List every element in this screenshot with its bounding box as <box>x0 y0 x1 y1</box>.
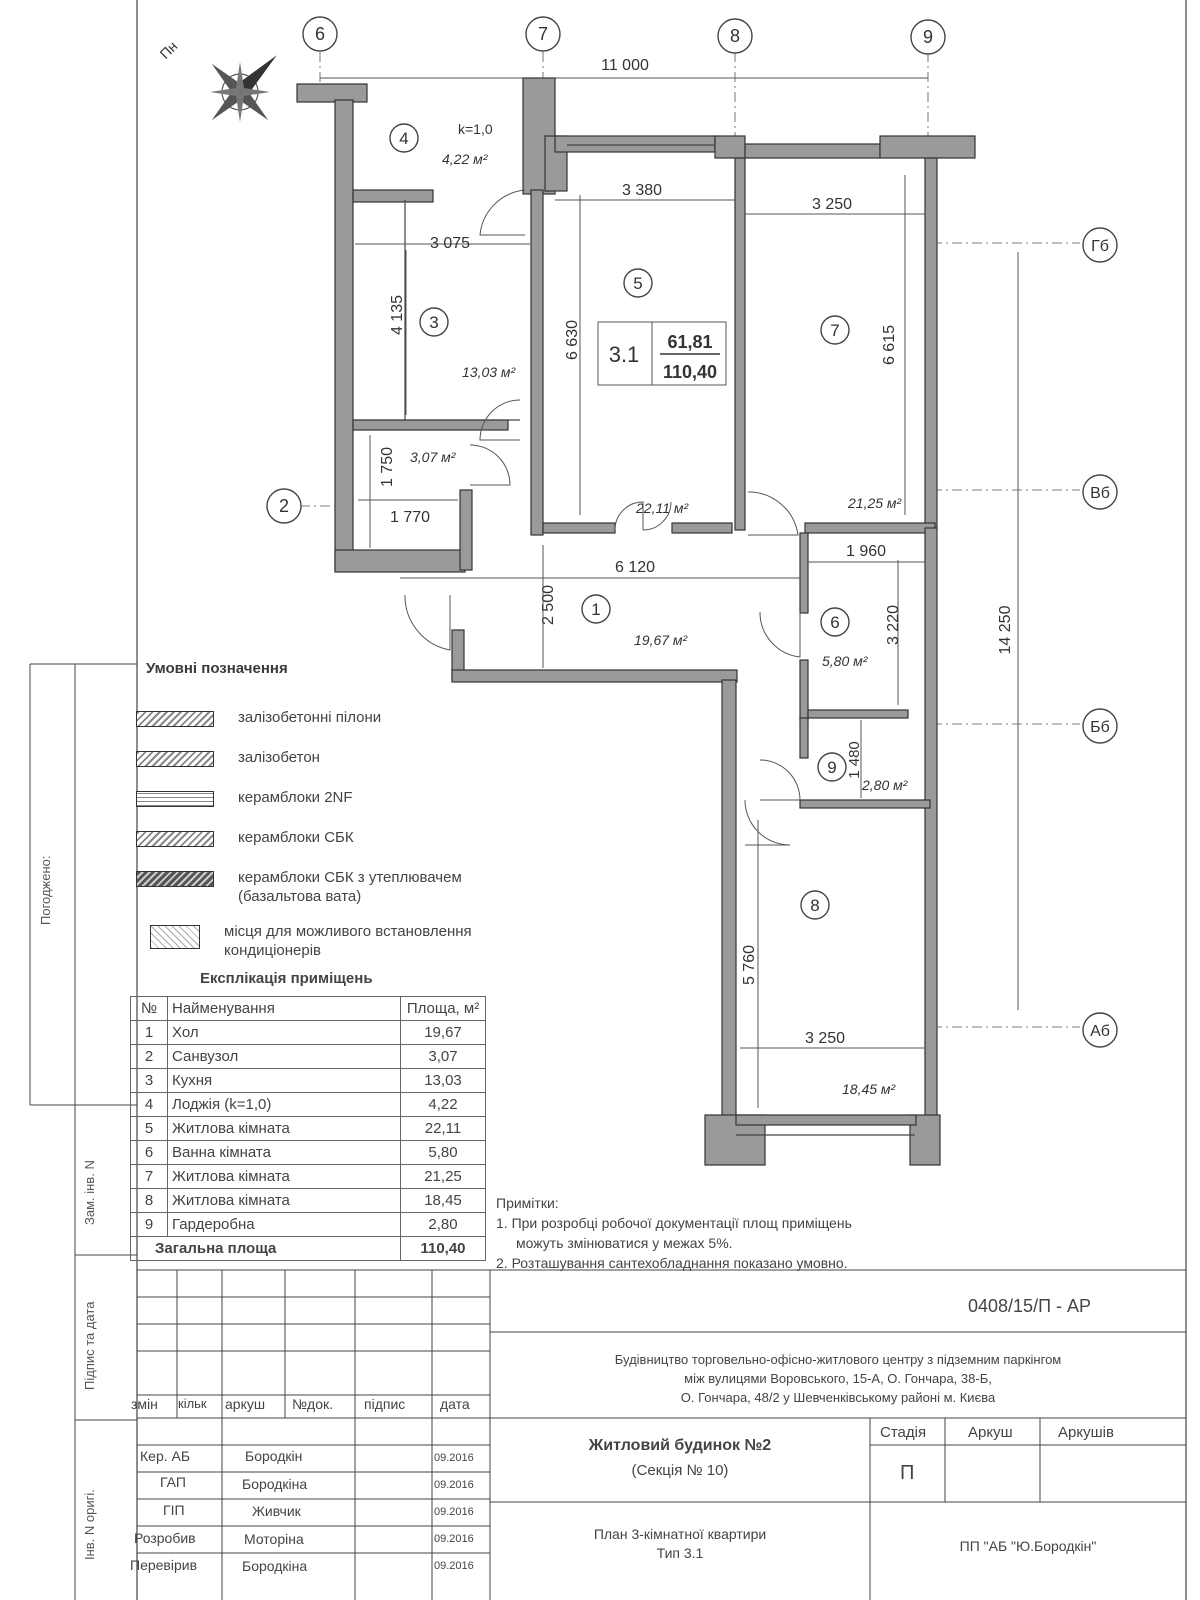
table-row: 5 Житлова кімната 22,11 <box>131 1117 486 1141</box>
signer-role: Перевірив <box>130 1557 198 1573</box>
axis-label-7: 7 <box>537 24 549 44</box>
signer-date: 09.2016 <box>434 1479 474 1491</box>
sheet-header: Аркуш <box>968 1424 1013 1441</box>
sheets-header: Аркушів <box>1058 1424 1114 1441</box>
dim-room6-depth: 3 220 <box>885 604 902 646</box>
room-4-number: 4 <box>399 129 409 148</box>
legend-item: залізобетонні пілони <box>136 708 381 727</box>
note-item: 2. Розташування сантехобладнання показано умовно. <box>496 1255 848 1271</box>
dim-room5-width: 3 380 <box>621 182 663 199</box>
room-9-area: 2,80 м² <box>862 777 908 793</box>
pylon-swatch-icon <box>136 711 214 727</box>
project-description: Будівництво торговельно-офісно-житлового центру з підземним паркінгом між вулицями Воровського, 15-А, О. Гончара, 38-Б, О. Гончара, 48/2 у Шевченківському районі м. Києва <box>614 1352 1062 1405</box>
legend-title: Умовні позначення <box>146 660 288 677</box>
axis-label-9: 9 <box>922 27 934 47</box>
axis-label-6: 6 <box>314 24 326 44</box>
room-3-number: 3 <box>429 313 439 332</box>
signer-name: Моторіна <box>244 1531 304 1547</box>
dim-overall-width: 11 000 <box>601 57 649 74</box>
room-8-number: 8 <box>810 896 820 915</box>
signer-date: 09.2016 <box>434 1560 474 1572</box>
room-3-area: 13,03 м² <box>462 364 516 380</box>
room-5-number: 5 <box>633 274 643 293</box>
axis-label-8: 8 <box>729 26 741 46</box>
axis-label-gb: Гб <box>1091 238 1109 255</box>
notes <box>496 1193 852 1273</box>
room-8-area: 18,45 м² <box>842 1081 896 1097</box>
signer-name: Бородкін <box>245 1448 303 1464</box>
rev-header: підпис <box>364 1396 406 1412</box>
room-1-number: 1 <box>591 600 601 619</box>
apartment-living-area: 61,81 <box>667 332 713 352</box>
explication-title: Експлікація приміщень <box>200 970 373 987</box>
table-row: 2 Санвузол 3,07 <box>131 1045 486 1069</box>
legend-item: залізобетон <box>136 748 320 767</box>
table-header: № Найменування Площа, м² <box>131 997 486 1021</box>
dim-kitchen-depth: 4 135 <box>389 294 406 336</box>
legend-item: керамблоки СБК з утеплювачем (базальтова вата) <box>136 868 496 906</box>
margin-agreed: Погоджено: <box>38 855 53 925</box>
room-1-area: 19,67 м² <box>634 632 688 648</box>
axis-label-vb: Вб <box>1090 485 1110 502</box>
sbk-swatch-icon <box>136 831 214 847</box>
table-row: 3 Кухня 13,03 <box>131 1069 486 1093</box>
dim-hall-depth: 2 500 <box>540 584 557 626</box>
table-row: 1 Хол 19,67 <box>131 1021 486 1045</box>
note-item: можуть змінюватися у межах 5%. <box>516 1235 733 1251</box>
concrete-swatch-icon <box>136 751 214 767</box>
ac-place-swatch-icon <box>150 925 200 949</box>
room-9-number: 9 <box>827 758 837 777</box>
loggia-coefficient: k=1,0 <box>458 121 493 137</box>
stage-header: Стадія <box>880 1424 927 1441</box>
legend-item: керамблоки СБК <box>136 828 354 847</box>
dim-bath-height: 1 750 <box>379 446 396 488</box>
axis-label-2: 2 <box>278 496 290 516</box>
signer-name: Бородкіна <box>242 1558 308 1574</box>
room-7-area: 21,25 м² <box>848 495 902 511</box>
legend-item: керамблоки 2NF <box>136 788 353 807</box>
dim-room7-depth: 6 615 <box>881 324 898 366</box>
rev-header: змін <box>131 1396 158 1412</box>
explication-table <box>130 996 486 1261</box>
firm-name: ПП "АБ "Ю.Бородкін" <box>959 1538 1097 1554</box>
room-2-area: 3,07 м² <box>410 449 456 465</box>
dim-room5-depth: 6 630 <box>564 319 581 361</box>
apartment-total-area: 110,40 <box>662 362 718 382</box>
room-7-number: 7 <box>830 321 840 340</box>
rev-header: дата <box>440 1396 470 1412</box>
signer-role: Розробив <box>134 1530 196 1546</box>
dim-room9-depth: 1 480 <box>846 741 863 779</box>
legend-item: місця для можливого встановлення кондиціонерів <box>136 922 496 960</box>
sbk-insulated-swatch-icon <box>136 871 214 887</box>
room-6-area: 5,80 м² <box>822 653 868 669</box>
table-row: 9 Гардеробна 2,80 <box>131 1213 486 1237</box>
margin-replace: Зам. інв. N <box>82 1160 97 1225</box>
dim-room8-depth: 5 760 <box>741 944 758 986</box>
axis-label-ab: Аб <box>1090 1023 1110 1040</box>
drawing-code: 0408/15/П - АР <box>968 1296 1092 1316</box>
note-item: 1. При розробці робочої документації площ приміщень <box>496 1215 852 1231</box>
table-row: 6 Ванна кімната 5,80 <box>131 1141 486 1165</box>
brick-2nf-swatch-icon <box>136 791 214 807</box>
signer-name: Живчик <box>252 1503 301 1519</box>
dim-hall-width: 6 120 <box>614 559 656 576</box>
dim-room8-width: 3 250 <box>804 1030 846 1047</box>
room-5-area: 22,11 м² <box>636 500 689 516</box>
compass-rose-icon <box>207 50 281 124</box>
table-row: 4 Лоджія (k=1,0) 4,22 <box>131 1093 486 1117</box>
table-row: 8 Житлова кімната 18,45 <box>131 1189 486 1213</box>
dim-room6-width: 1 960 <box>845 543 887 560</box>
dim-kitchen-width: 3 075 <box>429 235 471 252</box>
signer-date: 09.2016 <box>434 1533 474 1545</box>
building-name: Житловий будинок №2 <box>588 1437 772 1454</box>
signer-role: ГІП <box>163 1502 185 1518</box>
apartment-type: 3.1 <box>608 342 640 367</box>
table-total-row: Загальна площа 110,40 <box>131 1237 486 1261</box>
margin-orig: Інв. N оригі. <box>82 1489 97 1560</box>
signer-role: ГАП <box>160 1474 186 1490</box>
notes-title: Примітки: <box>496 1195 559 1211</box>
dim-overall-depth: 14 250 <box>997 605 1014 655</box>
dim-room7-width: 3 250 <box>811 196 853 213</box>
table-row: 7 Житлова кімната 21,25 <box>131 1165 486 1189</box>
margin-sign: Підпис та дата <box>82 1301 97 1390</box>
rev-header: аркуш <box>225 1396 266 1412</box>
rev-header: №док. <box>292 1396 333 1412</box>
signer-role: Кер. АБ <box>140 1448 191 1464</box>
section-name: (Секція № 10) <box>631 1462 729 1479</box>
dim-bath-width: 1 770 <box>389 509 431 526</box>
room-4-area: 4,22 м² <box>442 151 488 167</box>
rev-header: кільк <box>178 1396 207 1411</box>
axis-label-bb: Бб <box>1090 719 1110 736</box>
signer-name: Бородкіна <box>242 1476 308 1492</box>
drawing-name: План 3-кімнатної квартири Тип 3.1 <box>593 1526 767 1561</box>
stage-value: П <box>900 1462 915 1484</box>
signer-date: 09.2016 <box>434 1452 474 1464</box>
compass-label: Пн <box>156 38 181 62</box>
room-6-number: 6 <box>830 613 840 632</box>
signer-date: 09.2016 <box>434 1506 474 1518</box>
